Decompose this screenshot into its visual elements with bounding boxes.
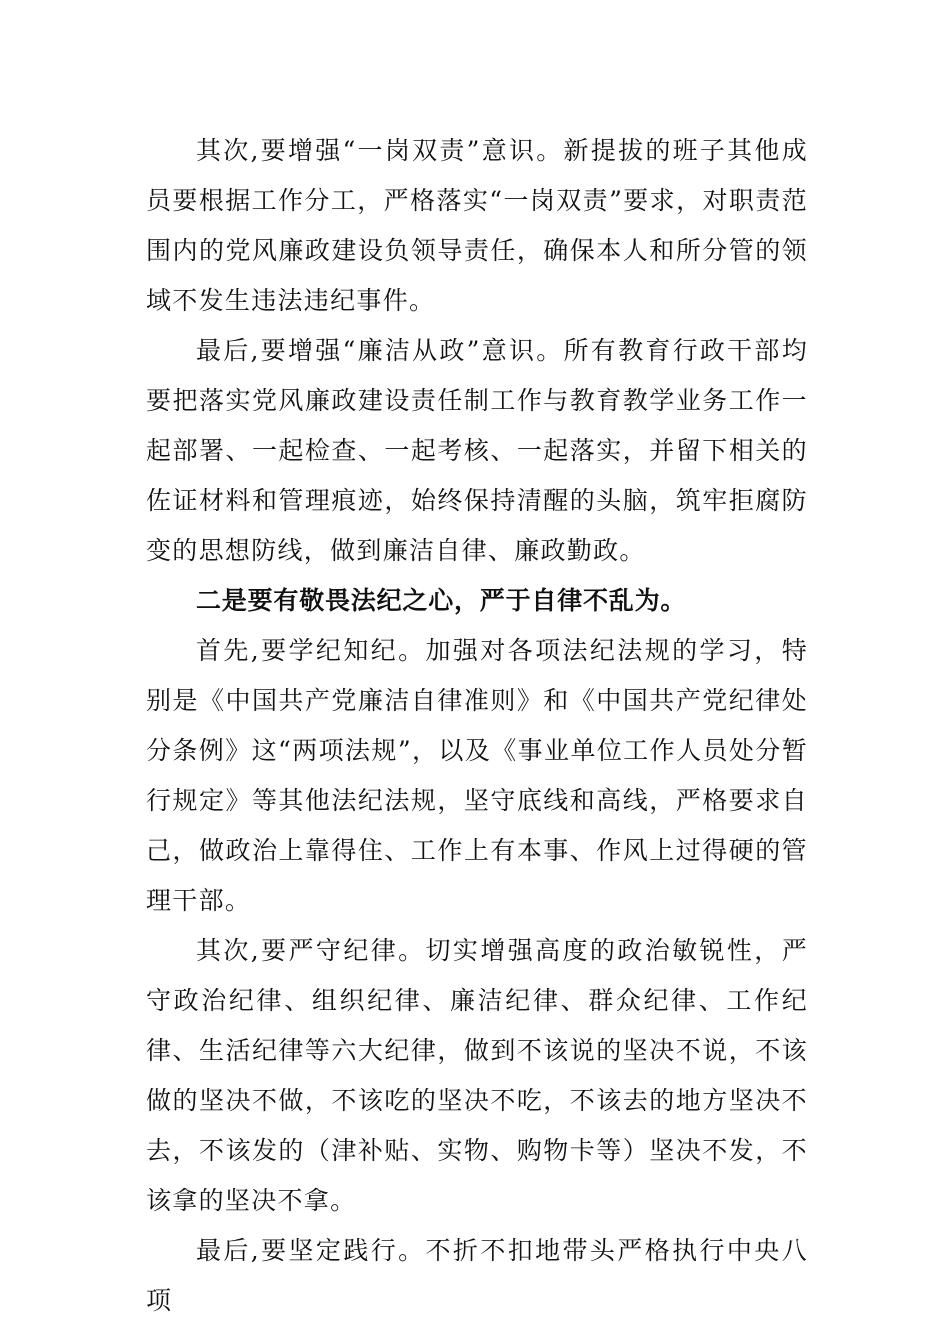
paragraph-jianding-jianxing: 最后,要坚定践行。不折不扣地带头严格执行中央八项: [146, 1236, 808, 1315]
section-heading-2: 二是要有敬畏法纪之心，严于自律不乱为。: [196, 586, 687, 615]
document-page: [146, 126, 808, 1326]
paragraph-yanshou-jilv: 其次,要严守纪律。切实增强高度的政治敏锐性，严守政治纪律、组织纪律、廉洁纪律、群众纪律、工作纪律、生活纪律等六大纪律，做到不该说的坚决不说，不该做的坚决不做，不该吃的坚决不吃，不该去的地方坚决不去，不该发的（津补贴、实物、购物卡等）坚决不发，不该拿的坚决不拿。: [146, 936, 808, 1215]
paragraph-xueji-zhiji: 首先,要学纪知纪。加强对各项法纪法规的学习，特别是《中国共产党廉洁自律准则》和《中国共产党纪律处分条例》这“两项法规”，以及《事业单位工作人员处分暂行规定》等其他法纪法规，坚守底线和高线，严格要求自己，做政治上靠得住、工作上有本事、作风上过得硬的管理干部。: [146, 636, 808, 915]
paragraph-yigang-shuangze: 其次,要增强“一岗双责”意识。新提拔的班子其他成员要根据工作分工，严格落实“一岗双责”要求，对职责范围内的党风廉政建设负领导责任，确保本人和所分管的领域不发生违法违纪事件。: [146, 136, 808, 315]
paragraph-lianjie-congzheng: 最后,要增强“廉洁从政”意识。所有教育行政干部均要把落实党风廉政建设责任制工作与教育教学业务工作一起部署、一起检查、一起考核、一起落实，并留下相关的佐证材料和管理痕迹，始终保持清醒的头脑，筑牢拒腐防变的思想防线，做到廉洁自律、廉政勤政。: [146, 336, 808, 565]
